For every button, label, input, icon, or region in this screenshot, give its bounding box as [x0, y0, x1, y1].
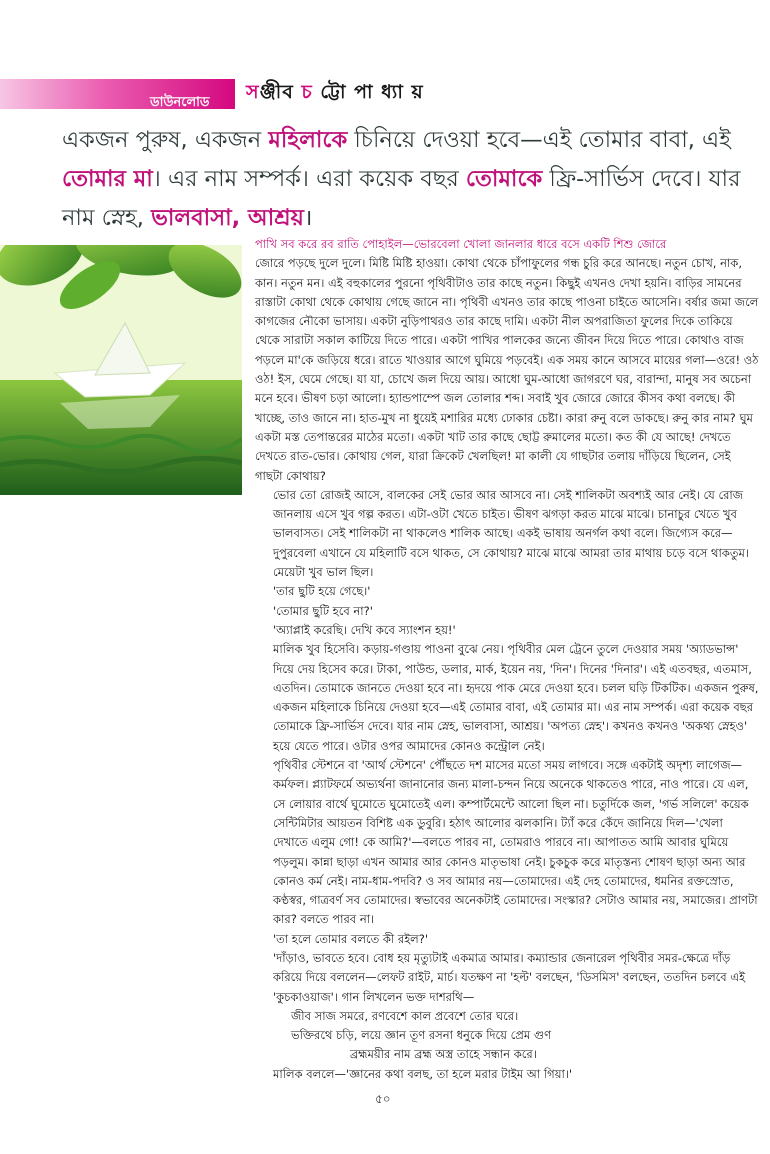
body-paragraph: মালিক খুব হিসেবি। কড়ায়-গণ্ডায় পাওনা বুঝে নেয়। পৃথিবীর মেল ট্রেনে তুলে দেওয়ার সময় 'অ্যাডভান্স' দিয়ে দেয় হিসেব করে। টাকা, পাউন্ড, ডলার, মার্ক, ইয়েন নয়, 'দিন'। দিনের 'দিনার'। এই এতবছর, এতমাস, এতদিন। তোমাকে জানতে দেওয়া হবে না। হৃদয়ে পাক মেরে দেওয়া হবে। চলল ঘড়ি টিকটিক। একজন পুরুষ, একজন মহিলাকে চিনিয়ে দেওয়া হবে—এই তোমার বাবা, এই তোমার মা। এর নাম সম্পর্ক। এরা কয়েক বছর তোমাকে ফ্রি-সার্ভিস দেবে। যার নাম স্নেহ, ভালবাসা, আশ্রয়। 'অপত্য স্নেহ'। কখনও কখনও 'অকথ্য স্নেহও' হয়ে যেতে পারে। ওটার ওপর আমাদের কোনও কন্ট্রোল নেই।	[273, 642, 759, 753]
paper-boat-on-water-image	[0, 245, 242, 495]
body-paragraph: 'তার ছুটি হয়ে গেছে।'	[273, 584, 371, 599]
author-name-part: চ	[301, 81, 313, 103]
paper-boat-illustration	[0, 245, 242, 495]
lead-text: । এর নাম সম্পর্ক। এরা কয়েক বছর	[152, 166, 466, 192]
body-paragraph: ব্রহ্মময়ীর নাম ব্রহ্ম অস্ত্র তাহে সন্ধান করে।	[350, 1047, 537, 1062]
lead-highlight: তোমার মা	[62, 166, 153, 192]
body-lead-in: পাখি সব করে রব রাতি পোহাইল—ভোরবেলা খোলা জানলার ধারে বসে একটি শিশু জোরে	[255, 237, 667, 251]
author-name-part: ঞ্জী	[259, 81, 283, 103]
body-paragraph: 'দাঁড়াও, ভাবতে হবে। বোধ হয় মৃত্যুটাই একমাত্র আমার। কম্যান্ডার জেনারেল পৃথিবীর সমর-ক্ষেত্রে দাঁড় করিয়ে দিয়ে বললেন—লেফট রাইট, মার্চ। যতক্ষণ না 'হল্ট' বলছেন, 'ডিসমিস' বলছেন, ততদিন চলবে এই 'কুচকাওয়াজ'। গান লিখলেন ভক্ত দাশরথি—	[273, 950, 746, 1004]
page-number: ৫০	[375, 1092, 391, 1106]
body-paragraph: ভোর তো রোজই আসে, বালকের সেই ভোর আর আসবে না। সেই শালিকটা অবশ্যই আর নেই। যে রোজ জানলায় এসে খুব গল্প করত। এটা-ওটা খেতে চাইত। ভীষণ ঝগড়া করত মাঝে মাঝে। চানাচুর খেতে খুব ভালবাসত। সেই শালিকটা না থাকলেও শালিক আছে। একই ভাষায় অনর্গল কথা বলে। জিগ্যেস করে—দুপুরবেলা এখানে যে মহিলাটি বসে থাকত, সে কোথায়? মাঝে মাঝে আমরা তার মাথায় চড়ে বসে থাকতুম। মেয়েটা খুব ভাল ছিল।	[273, 487, 749, 580]
lead-text: চিনিয়ে দেওয়া হবে—এই তোমার বাবা, এই	[347, 127, 731, 153]
body-paragraph: 'তা হলে তোমার বলতে কী রইল?'	[273, 931, 429, 946]
author-name-part: ব	[282, 81, 302, 103]
body-paragraph: মালিক বললে—'জ্ঞানের কথা বলছ, তা হলে মরার টাইম আ গিয়া।'	[273, 1066, 573, 1081]
body-paragraph: জীব সাজ সমরে, রণবেশে কাল প্রবেশে তোর ঘরে।	[291, 1008, 519, 1023]
author-name-part: স	[246, 81, 260, 103]
body-paragraph: জোরে পড়ছে দুলে দুলে। মিষ্টি মিষ্টি হাওয়া। কোথা থেকে চাঁপাফুলের গন্ধ চুরি করে আনছে। নতুন চোখ, নাক, কান। নতুন মন। এই বহুকালের পুরনো পৃথিবীটাও তার কাছে নতুন। কিছুই এখনও দেখা হয়নি। বাড়ির সামনের রাস্তাটা কোথা থেকে কোথায় গেছে জানে না। পৃথিবী এখনও তার কাছে পাওনা চাইতে আসেনি। বর্ষার জমা জলে কাগজের নৌকো ভাসায়। একটা নুড়িপাথরও তার কাছে দামি। একটা নীল অপরাজিতা ফুলের দিকে তাকিয়ে থেকে সারাটা সকাল কাটিয়ে দিতে পারে। একটা পাখির পালকের জন্যে জীবন দিয়ে দিতে পারে। কোথাও বাজ পড়লে মা'কে জড়িয়ে ধরে। রাতে খাওয়ার আগে ঘুমিয়ে পড়বেই। এক সময় কানে আসবে মায়ের গলা—ওরে! ওঠ ওঠ! ইস, ঘেমে গেছে। যা যা, চোখে জল দিয়ে আয়। আধো ঘুম-আধো জাগরণে ঘর, বারান্দা, মানুষ সব অচেনা মনে হবে। ভীষণ চড়া আলো। হ্যান্ডপাম্পে জল তোলার শব্দ। সবাই খুব জোরে জোরে কীসব কথা বলছে। কী খাচ্ছে, তাও জানে না। হাত-মুখ না ধুয়েই মশারির মধ্যে ঢোকার চেষ্টা। কারা রুনু বলে ডাকছে। রুনু কার নাম? ঘুম একটা মস্ত তেপান্তরের মাঠের মতো। একটা খাট তার কাছে ছোট্ট রুমালের মতো। কত কী যে আছে! দেখতে দেখতে রাত-ভোর। কোথায় গেল, যারা ক্রিকেট খেলছিল! মা কালী যে গাছটার তলায় দাঁড়িয়ে ছিলেন, সেই গাছটা কোথায়?	[255, 256, 759, 483]
lead-highlight: মহিলাকে	[268, 127, 348, 153]
lead-highlight: ভালবাসা, আশ্রয়	[151, 205, 304, 231]
author-name	[246, 78, 424, 110]
body-paragraph: 'তোমার ছুটি হবে না?'	[273, 603, 373, 618]
lead-text: ।	[303, 205, 313, 231]
article-body	[255, 235, 760, 1084]
section-label: ডাউনলোড	[150, 95, 210, 110]
lead-highlight: তোমাকে	[465, 166, 543, 192]
body-paragraph: 'অ্যাপ্লাই করেছি। দেখি কবে স্যাংশন হয়!'	[273, 622, 456, 637]
lead-text: একজন পুরুষ, একজন	[62, 127, 269, 153]
body-paragraph: পৃথিবীর স্টেশনে বা 'আর্থ স্টেশনে' পৌঁছতে দশ মাসের মতো সময় লাগবে। সঙ্গে একটাই অদৃশ্য লাগেজ—কর্মফল। প্ল্যাটফর্মে অভ্যর্থনা জানানোর জন্য মালা-চন্দন নিয়ে অনেকে থাকতেও পারে, নাও পারে। যে এল, সে লোয়ার বার্থে ঘুমোতে ঘুমোতেই এল। কম্পার্টমেন্টে আলো ছিল না। চতুর্দিকে জল, 'গর্ভ সলিলে' কয়েক সেন্টিমিটার আয়তন বিশিষ্ট এক ডুবুরি। হঠাৎ আলোর ঝলকানি। ট্যাঁ করে কেঁদে জানিয়ে দিল—'খেলা দেখাতে এলুম গো! কে আমি?'—বলতে পারব না, তোমরাও পারবে না। আপাতত আমি আবার ঘুমিয়ে পড়লুম। কান্না ছাড়া এখন আমার আর কোনও মাতৃভাষা নেই। চুকচুক করে মাতৃস্তন্য শোষণ ছাড়া অন্য আর কোনও কর্ম নেই। নাম-ধাম-পদবি? ও সব আমার নয়—তোমাদের। এই দেহ তোমাদের, ধমনির রক্তস্রোত, কণ্ঠস্বর, গাত্রবর্ণ সব তোমাদের। স্বভাবের অনেকটাই তোমাদের। সংস্কার? সেটাও আমার নয়, সমাজের। প্রাণটা কার? বলতে পারব না।	[273, 758, 758, 927]
lead-pull-quote	[62, 121, 752, 238]
lead-text: ফ্রি-সার্ভিস দেবে। যার নাম স্নেহ,	[62, 166, 741, 231]
author-name-part: ট্টো পা ধ্যা য়	[312, 81, 424, 103]
body-paragraph: ভক্তিরথে চড়ি, লয়ে জ্ঞান তূণ রসনা ধনুকে দিয়ে প্রেম গুণ	[291, 1028, 552, 1043]
